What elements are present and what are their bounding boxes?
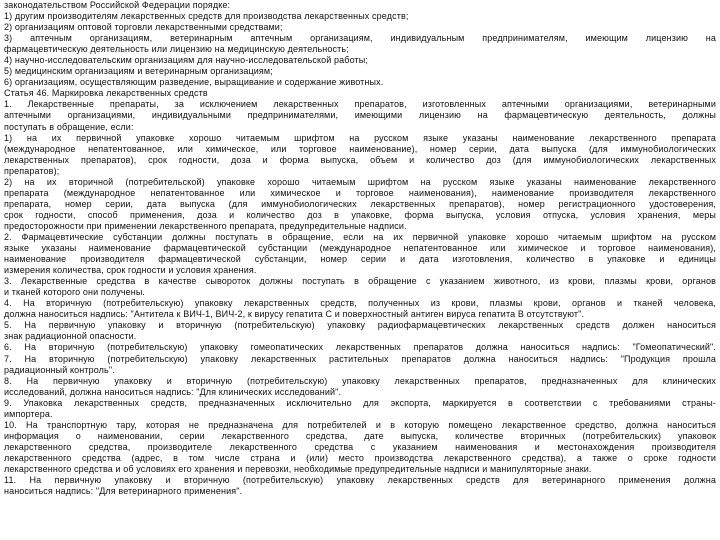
document-line: радиационный контроль". [4, 364, 115, 375]
document-line: 10. На транспортную тару, которая не предназначена для потребителей и в которую помещено лекарственное средство, должна наноситься [4, 419, 716, 430]
document-line: 3. Лекарственные средства в качестве сывороток должны поступать в обращение с указанием животного, из крови, плазмы крови, органов [4, 276, 716, 287]
document-line: лекарственного средства (адрес, в том числе страна и (или) место производства лекарственного средства), а также о сроке годности [4, 452, 716, 463]
document-line: 6) организациям, осуществляющим разведение, выращивание и содержание животных. [4, 77, 384, 88]
document-line: 8. На первичную упаковку и вторичную (потребительскую) упаковку лекарственных препаратов, предназначенных для клинических [4, 375, 716, 386]
document-line: 2. Фармацевтические субстанции должны поступать в обращение, если на их первичной упаковке хорошо читаемым шрифтом на русском [4, 231, 716, 242]
document-line: фармацевтическую деятельность или лицензию на медицинскую деятельность; [4, 44, 349, 55]
document-line: 5. На первичную упаковку и вторичную (потребительскую) упаковку радиофармацевтических лекарственных средств должен наноситься [4, 320, 716, 331]
document-line: языке указаны наименование фармацевтической субстанции (международное непатентованное или химическое и торговое наименования), [4, 243, 716, 254]
document-line: 3) аптечным организациям, ветеринарным аптечным организациям, индивидуальным предпринимателям, имеющим лицензию на [4, 33, 716, 44]
document-line: должна наноситься надпись: "Антитела к ВИЧ-1, ВИЧ-2, к вирусу гепатита С и поверхностный антиген вируса гепатита В отсутствуют". [4, 309, 585, 320]
document-line: лекарственного средства, производителе лекарственного средства с указанием наименования и местонахождения производителя [4, 441, 716, 452]
document-line: 11. На первичную упаковку и вторичную (потребительскую) упаковку лекарственных средств для ветеринарного применения должна [4, 475, 716, 486]
document-line: препаратов); [4, 165, 60, 176]
document-line: законодательством Российской Федерации порядке: [4, 0, 231, 10]
document-line: 1) другим производителям лекарственных средств для производства лекарственных средств; [4, 11, 409, 22]
document-line: Статья 46. Маркировка лекарственных средств [4, 88, 208, 99]
document-line: препарата, номер серии, дата выпуска (для иммунобиологических лекарственных препаратов), номер регистрационного удостоверения, [4, 198, 716, 209]
document-line: срок годности, способ применения, доза и количество доз в упаковке, форма выпуска, условия отпуска, условия хранения, меры [4, 209, 716, 220]
document-line: исследований, должна наноситься надпись: "Для клинических исследований". [4, 386, 342, 397]
document-line: 4. На вторичную (потребительскую) упаковку лекарственных средств, полученных из крови, плазмы крови, органов и тканей человека, [4, 298, 716, 309]
document-line: 1) на их первичной упаковке хорошо читаемым шрифтом на русском языке указаны наименование лекарственного препарата [4, 132, 716, 143]
document-line: 7. На вторичную (потребительскую) упаковку лекарственных растительных препаратов должна наноситься надпись: "Продукция прошла [4, 353, 716, 364]
document-line: измерения количества, срок годности и условия хранения. [4, 265, 257, 276]
document-line: 9. Упаковка лекарственных средств, предназначенных исключительно для экспорта, маркируется в соответствии с требованиями страны- [4, 397, 716, 408]
document-body [4, 0, 716, 497]
document-line: 4) научно-исследовательским организациям для научно-исследовательской работы; [4, 55, 368, 66]
document-line: наименование производителя фармацевтической субстанции, номер серии и дата изготовления, количество в упаковке и единицы [4, 254, 716, 265]
document-line: 6. На вторичную (потребительскую) упаковку гомеопатических лекарственных препаратов должна наноситься надпись: "Гомеопатический". [4, 342, 716, 353]
document-line: 1. Лекарственные препараты, за исключением лекарственных препаратов, изготовленных аптечными организациями, ветеринарными [4, 99, 716, 110]
document-line: 5) медицинским организациям и ветеринарным организациям; [4, 66, 273, 77]
document-line: 2) организациям оптовой торговли лекарственными средствами; [4, 22, 283, 33]
document-line: лекарственных препаратов), срок годности, доза и форма выпуска, объем и количество доз (для иммунобиологических лекарственных [4, 154, 716, 165]
document-line: препарата (международное непатентованное или химическое и торговое наименования), наименование производителя лекарственного [4, 187, 716, 198]
document-line: (международное непатентованное, или химическое, или торговое наименование), номер серии, дата выпуска (для иммунобиологических [4, 143, 716, 154]
document-line: лекарственного средства и об условиях его хранения и перевозки, необходимые предупредительные надписи и манипуляторные знаки. [4, 463, 592, 474]
document-line: поступать в обращение, если: [4, 121, 134, 132]
document-line: 2) на их вторичной (потребительской) упаковке хорошо читаемым шрифтом на русском языке указаны наименование лекарственного [4, 176, 716, 187]
document-line: аптечными организациями, индивидуальными предпринимателями, имеющими лицензию на фармацевтическую деятельность, должны [4, 110, 716, 121]
document-line: предосторожности при применении лекарственного препарата, предупредительные надписи. [4, 220, 407, 231]
document-line: импортера. [4, 408, 53, 419]
document-line: информация о наименовании, серии лекарственного средства, дате выпуска, количестве вторичных (потребительских) упаковок [4, 430, 716, 441]
document-line: и тканей которого они получены. [4, 287, 146, 298]
document-line: знак радиационной опасности. [4, 331, 137, 342]
document-line: наноситься надпись: "Для ветеринарного применения". [4, 486, 243, 497]
